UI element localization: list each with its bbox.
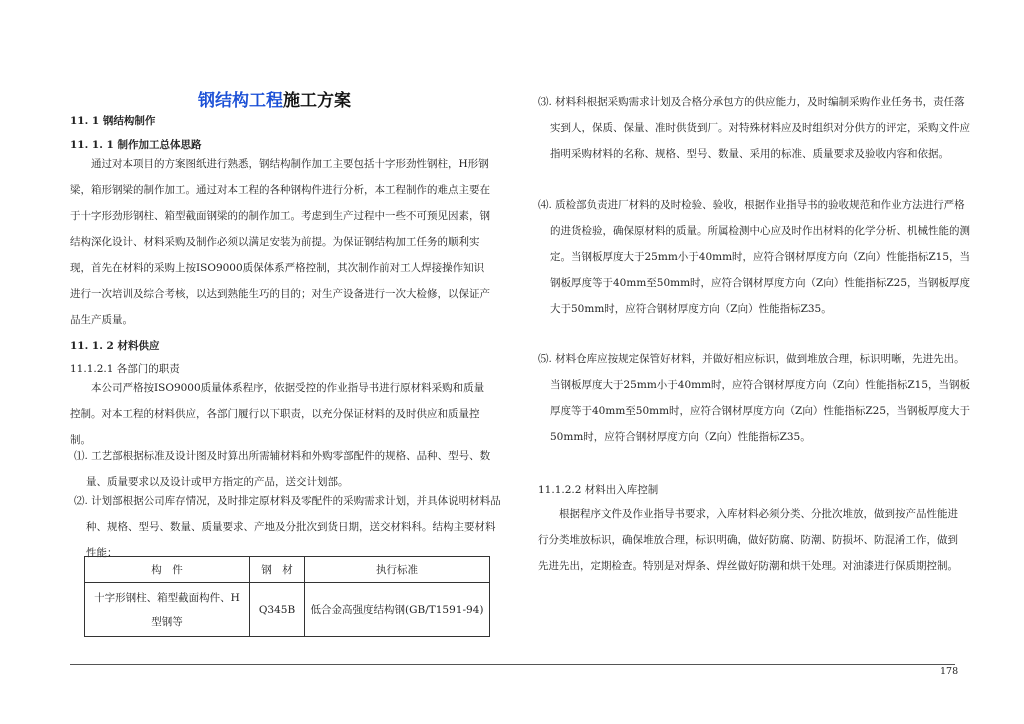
list-item-1: ⑴. 工艺部根据标准及设计图及时算出所需辅材料和外购零部配件的规格、品种、型号、数量、质量要求以及设计或甲方指定的产品，送交计划部。 [74, 450, 491, 488]
title-highlight: 钢结构工程 [198, 91, 283, 111]
page-title [198, 86, 351, 111]
section-heading-11-1-1: 11. 1. 1 制作加工总体思路 [70, 139, 202, 151]
table-header-cell: 执行标准 [305, 557, 490, 583]
list-item-4: ⑷. 质检部负责进厂材料的及时检验、验收，根据作业指导书的验收规范和作业方法进行严格的进货检验，确保原材料的质量。所属检测中心应及时作出材料的化学分析、机械性能的测定。当钢板厚度大于25mm小于40mm时，应符合钢材厚度方向（Z向）性能指标Z15，当钢板厚度等于40mm至50mm时，应符合钢材厚度方向（Z向）性能指标Z25，当钢板厚度大于50mm时，应符合钢材厚度方向（Z向）性能指标Z35。 [538, 199, 970, 315]
list-item-3: ⑶. 材料科根据采购需求计划及合格分承包方的供应能力，及时编制采购作业任务书，责任落实到人，保质、保量、准时供货到厂。对特殊材料应及时组织对分供方的评定，采购文件应指明采购材料的名称、规格、型号、数量、采用的标准、质量要求及验收内容和依据。 [538, 96, 970, 160]
table-cell: 十字形钢柱、箱型截面构件、H型钢等 [85, 583, 250, 637]
section-heading-11-1: 11. 1 钢结构制作 [70, 115, 156, 127]
table-cell: Q345B [250, 583, 305, 637]
section-heading-11-1-2-2: 11.1.2.2 材料出入库控制 [538, 484, 659, 496]
table-cell: 低合金高强度结构钢(GB/T1591-94) [305, 583, 490, 637]
paragraph-storage-control: 根据程序文件及作业指导书要求，入库材料必须分类、分批次堆放，做到按产品性能进行分类堆放标识，确保堆放合理，标识明确，做好防腐、防潮、防损坏、防混淆工作，做到先进先出，定期检查。特别是对焊条、焊丝做好防潮和烘干处理。对油漆进行保质期控制。 [538, 508, 958, 572]
section-heading-11-1-2-1: 11.1.2.1 各部门的职责 [70, 363, 180, 375]
table-row [85, 583, 490, 637]
page-number: 178 [940, 666, 959, 677]
table-header-row [85, 557, 490, 583]
list-item-2: ⑵. 计划部根据公司库存情况，及时排定原材料及零配件的采购需求计划，并具体说明材料品种、规格、型号、数量、质量要求、产地及分批次到货日期，送交材料科。结构主要材料性能： [74, 495, 501, 559]
table-header-cell: 构 件 [85, 557, 250, 583]
section-heading-11-1-2: 11. 1. 2 材料供应 [70, 340, 160, 352]
list-item-5: ⑸. 材料仓库应按规定保管好材料，并做好相应标识，做到堆放合理，标识明晰，先进先出。当钢板厚度大于25mm小于40mm时，应符合钢材厚度方向（Z向）性能指标Z15，当钢板厚度等于40mm至50mm时，应符合钢材厚度方向（Z向）性能指标Z25，当钢板厚度大于50mm时，应符合钢材厚度方向（Z向）性能指标Z35。 [538, 353, 970, 443]
paragraph-overview: 通过对本项目的方案图纸进行熟悉，钢结构制作加工主要包括十字形劲性钢柱，H形钢梁，箱形钢梁的制作加工。通过对本工程的各种钢构件进行分析，本工程制作的难点主要在于十字形劲形钢柱、箱型截面钢梁的的制作加工。考虑到生产过程中一些不可预见因素，钢结构深化设计、材料采购及制作必须以满足安装为前提。为保证钢结构加工任务的顺利实现，首先在材料的采购上按ISO9000质保体系严格控制，其次制作前对工人焊接操作知识进行一次培训及综合考核，以达到熟能生巧的目的；对生产设备进行一次大检修，以保证产品生产质量。 [70, 158, 490, 326]
material-table [84, 556, 490, 637]
paragraph-responsibilities: 本公司严格按ISO9000质量体系程序，依据受控的作业指导书进行原材料采购和质量控制。对本工程的材料供应，各部门履行以下职责，以充分保证材料的及时供应和质量控制。 [70, 382, 485, 446]
table-header-cell: 钢 材 [250, 557, 305, 583]
title-rest: 施工方案 [283, 91, 351, 111]
footer-rule [70, 664, 955, 665]
